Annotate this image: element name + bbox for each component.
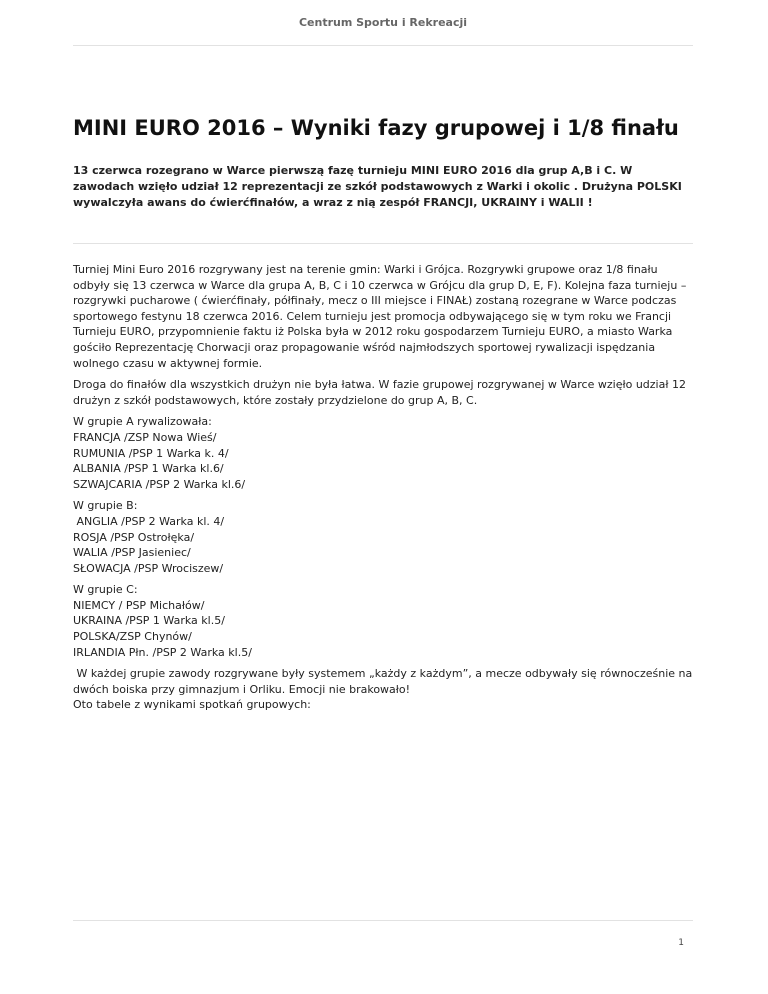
team-item: SŁOWACJA /PSP Wrociszew/: [73, 561, 224, 575]
article-lead: 13 czerwca rozegrano w Warce pierwszą fazę turnieju MINI EURO 2016 dla grup A,B i C. W zawodach wzięło udział 12 reprezentacji ze szkół podstawowych z Warki i okolic . Drużyna POLSKI wywalczyła awans do ćwierćfinałów, a wraz z nią zespół FRANCJI, UKRAINY i WALII !: [73, 164, 682, 209]
header-divider: [73, 45, 693, 46]
footer-divider: [73, 920, 693, 921]
team-item: IRLANDIA Płn. /PSP 2 Warka kl.5/: [73, 645, 252, 659]
group-heading: W grupie B:: [73, 499, 138, 513]
group-heading: W grupie C:: [73, 583, 138, 597]
closing-line: W każdej grupie zawody rozgrywane były systemem „każdy z każdym”, a mecze odbywały się równocześnie na dwóch boiska przy gimnazjum i Orliku. Emocji nie brakowało!: [73, 667, 696, 696]
closing-line: Oto tabele z wynikami spotkań grupowych:: [73, 698, 311, 712]
team-item: FRANCJA /ZSP Nowa Wieś/: [73, 430, 217, 444]
team-item: POLSKA/ZSP Chynów/: [73, 630, 192, 644]
group-c: [73, 582, 695, 660]
team-item: SZWAJCARIA /PSP 2 Warka kl.6/: [73, 477, 246, 491]
team-item: UKRAINA /PSP 1 Warka kl.5/: [73, 614, 225, 628]
closing-text: [73, 666, 695, 713]
site-header: Centrum Sportu i Rekreacji: [298, 16, 468, 29]
paragraph-intro: Turniej Mini Euro 2016 rozgrywany jest na terenie gmin: Warki i Grójca. Rozgrywki grupowe oraz 1/8 finału odbyły się 13 czerwca w Warce dla grupa A, B, C i 10 czerwca w Grójcu dla grup D, E, F). Kolejna faza turnieju – rozgrywki pucharowe ( ćwierćfinały, półfinały, mecz o III miejsce i FINAŁ) zostaną rozegrane w Warce podczas sportowego festynu 18 czerwca 2016. Celem turnieju jest promocja odbywającego się w tym roku we Francji Turnieju EURO, przypomnienie faktu iż Polska była w 2012 roku gospodarzem Turnieju EURO, a miasto Warka gościło Reprezentację Chorwacji oraz propagowanie wśród najmłodszych sportowej rywalizacji ispędzania wolnego czasu w aktywnej formie.: [73, 263, 687, 370]
team-item: ANGLIA /PSP 2 Warka kl. 4/: [73, 514, 225, 528]
team-item: NIEMCY / PSP Michałów/: [73, 598, 205, 612]
group-b: [73, 498, 695, 576]
paragraph-groups-intro: Droga do finałów dla wszystkich drużyn nie była łatwa. W fazie grupowej rozgrywanej w Warce wzięło udział 12 drużyn z szkół podstawowych, które zostały przydzielone do grup A, B, C.: [73, 378, 686, 407]
lead-divider: [73, 243, 693, 244]
team-item: WALIA /PSP Jasieniec/: [73, 546, 191, 560]
page-title: MINI EURO 2016 – Wyniki fazy grupowej i 1/8 finału: [73, 116, 679, 140]
team-item: ALBANIA /PSP 1 Warka kl.6/: [73, 462, 224, 476]
team-item: RUMUNIA /PSP 1 Warka k. 4/: [73, 446, 229, 460]
article-body: [73, 262, 695, 719]
team-item: ROSJA /PSP Ostrołęka/: [73, 530, 195, 544]
group-a: [73, 414, 695, 492]
group-heading: W grupie A rywalizowała:: [73, 415, 212, 429]
page-number: 1: [678, 938, 684, 948]
